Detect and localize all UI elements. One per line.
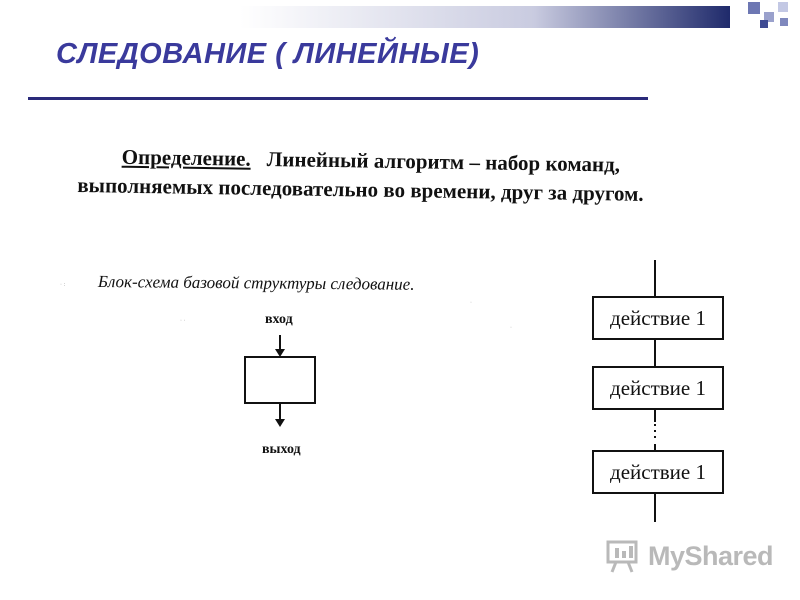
sequence-action-box: действие 1 (592, 366, 724, 410)
output-label: выход (262, 442, 301, 457)
basic-block-diagram (230, 325, 330, 440)
input-label: вход (265, 312, 293, 327)
header-decoration (240, 0, 800, 30)
sequence-action-box: действие 1 (592, 450, 724, 494)
flowchart-caption: Блок-схема базовой структуры следование. (97, 272, 415, 294)
scan-noise: · (470, 300, 472, 306)
definition-line-2: выполняемых последовательно во времени, друг за другом. (77, 172, 644, 206)
watermark (606, 536, 773, 576)
watermark-text: MyShared (648, 540, 774, 571)
slide-title: СЛЕДОВАНИЕ ( ЛИНЕЙНЫЕ) (56, 38, 480, 70)
definition-text (77, 142, 718, 210)
sequence-action-box: действие 1 (592, 296, 724, 340)
title-underline (28, 97, 648, 100)
scan-noise: · : (60, 282, 66, 288)
scan-noise: · (510, 325, 512, 331)
presentation-board-icon (606, 538, 642, 574)
scan-noise: · · (180, 318, 186, 324)
definition-term: Определение. (121, 144, 251, 171)
definition-line-1: Линейный алгоритм – набор команд, (266, 146, 621, 177)
